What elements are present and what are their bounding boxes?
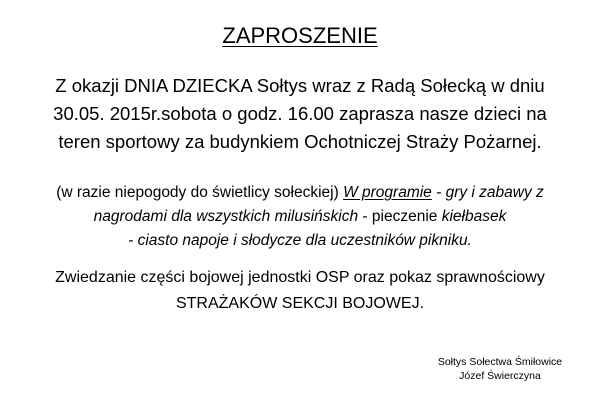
program-snacks-text: - ciasto napoje i słodycze dla uczestników pikniku.	[128, 232, 472, 249]
visit-paragraph	[0, 265, 600, 317]
main-paragraph	[0, 72, 600, 156]
program-games-text: - gry i zabawy z	[431, 184, 544, 201]
signature-block	[420, 355, 580, 383]
program-line-1	[0, 181, 600, 205]
weather-note: (w razie niepogody do świetlicy sołeckiej)	[56, 184, 344, 201]
visit-line-2: STRAŻAKÓW SEKCJI BOJOWEJ.	[175, 295, 425, 312]
visit-line-1: Zwiedzanie części bojowej jednostki OSP oraz pokaz sprawnościowy	[55, 269, 545, 286]
program-prizes-text: nagrodami dla wszystkich milusińskich	[93, 208, 359, 225]
signature-name: Józef Świerczyna	[459, 370, 541, 382]
program-line-2	[0, 205, 600, 229]
main-line-2: 30.05. 2015r.sobota o godz. 16.00 zaprasza nasze dzieci na	[53, 103, 547, 124]
main-line-1: Z okazji DNIA DZIECKA Sołtys wraz z Radą Sołecką w dniu	[55, 75, 545, 96]
program-line-3	[0, 229, 600, 253]
program-sausages-text: kiełbasek	[441, 208, 507, 225]
page-title: ZAPROSZENIE	[222, 23, 378, 48]
program-heading: W programie	[343, 184, 432, 201]
signature-title: Sołtys Sołectwa Śmiłowice	[437, 356, 563, 368]
program-paragraph	[0, 181, 600, 253]
main-line-3: teren sportowy za budynkiem Ochotniczej Straży Pożarnej.	[58, 131, 542, 152]
program-grilling-text: - pieczenie	[358, 208, 442, 225]
